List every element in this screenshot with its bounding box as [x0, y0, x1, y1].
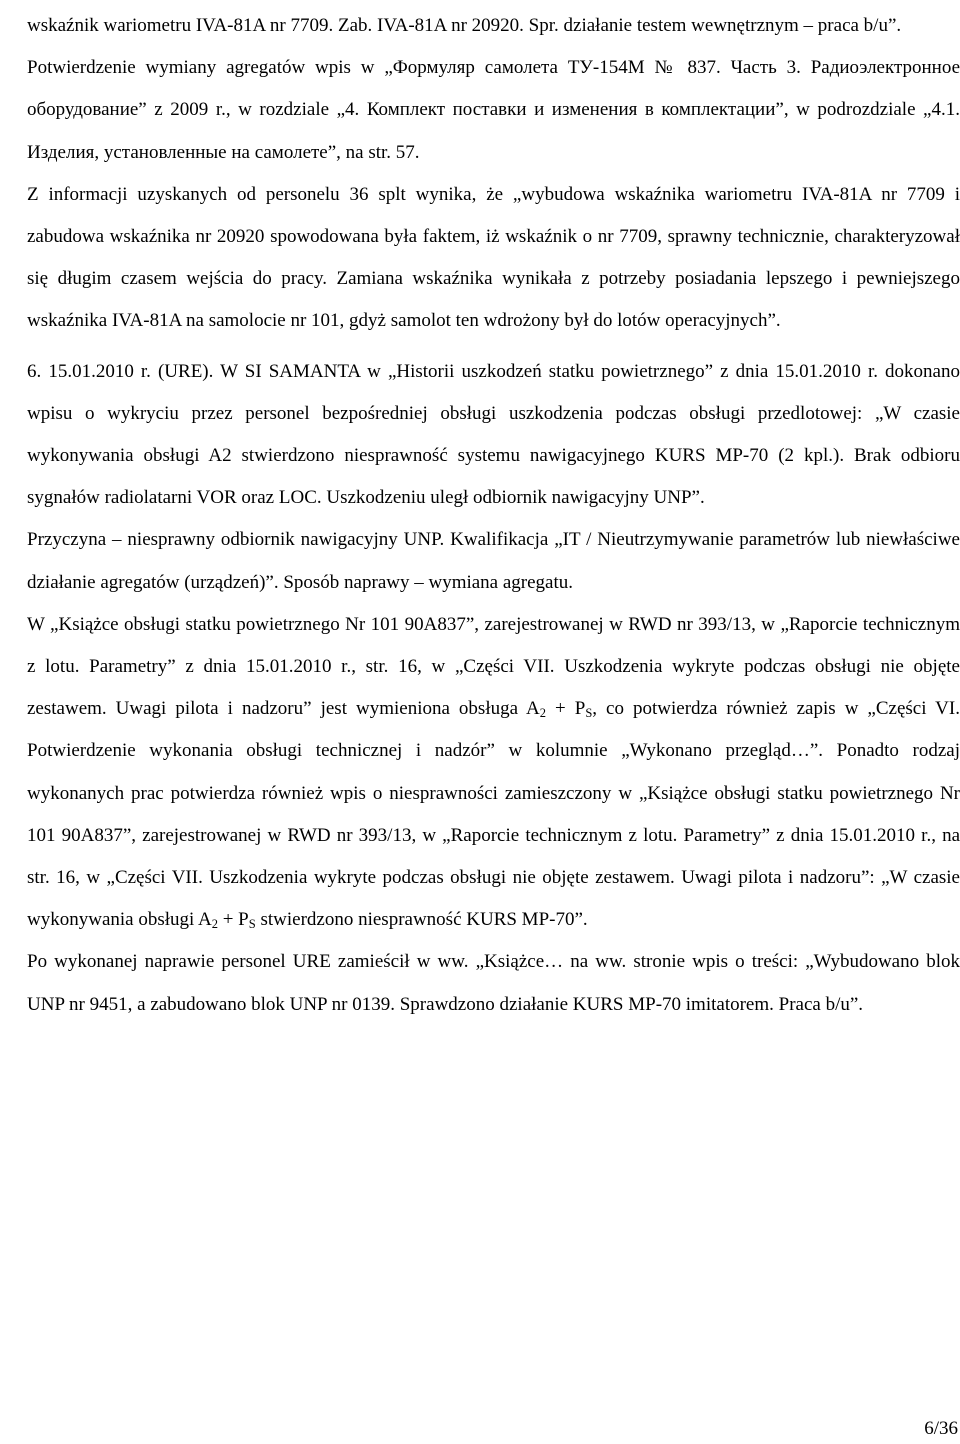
subscript-s: S [585, 706, 593, 721]
paragraph-indicator-installation: wskaźnik wariometru IVA-81A nr 7709. Zab. IVA-81A nr 20920. Spr. działanie testem wewnętrznym – praca b/u”. [27, 15, 902, 36]
paragraph-replacement-confirmation: Potwierdzenie wymiany agregatów wpis w „Формуляр самолета ТУ-154M № 837. Часть 3. Радиоэлектронное оборудование” z 2009 r., w rozdziale „4. Комплект поставки и изменения в комплектации”, w podrozdziale „4.1. Изделия, установленные на самолете”, na str. 57. [27, 57, 960, 163]
paragraph-personnel-information: Z informacji uzyskanych od personelu 36 splt wynika, że „wybudowa wskaźnika wariometru IVA-81A nr 7709 i zabudowa wskaźnika nr 20920 spowodowana była faktem, iż wskaźnik o nr 7709, sprawny technicznie, charakteryzował się długim czasem wejścia do pracy. Zamiana wskaźnika wynikała z potrzeby posiadania lepszego i pewniejszego wskaźnika IVA-81A na samolocie nr 101, gdyż samolot ten wdrożony był do lotów operacyjnych”. [27, 183, 960, 332]
document-body [27, 0, 960, 1026]
paragraph-item-6-damage-history: 6. 15.01.2010 r. (URE). W SI SAMANTA w „Historii uszkodzeń statku powietrznego” z dnia 15.01.2010 r. dokonano wpisu o wykryciu przez personel bezpośredniej obsługi uszkodzenia podczas obsługi przedlotowej: „W czasie wykonywania obsługi A2 stwierdzono niesprawność systemu nawigacyjnego KURS MP-70 (2 kpl.). Brak odbioru sygnałów radiolatarni VOR oraz LOC. Uszkodzeniu uległ odbiornik nawigacyjny UNP”. [27, 360, 960, 509]
subscript-s: S [248, 917, 256, 932]
page-number: 6/36 [924, 1418, 958, 1439]
subscript-2: 2 [211, 917, 218, 932]
paragraph-after-repair: Po wykonanej naprawie personel URE zamieścił w ww. „Książce… na ww. stronie wpis o treści: „Wybudowano blok UNP nr 9451, a zabudowano blok UNP nr 0139. Sprawdzono działanie KURS MP-70 imitatorem. Praca b/u”. [27, 951, 960, 1015]
paragraph-maintenance-book-part-e: stwierdzono niesprawność KURS MP-70”. [255, 909, 588, 931]
paragraph-maintenance-book-part-c: , co potwierdza również zapis w „Części VI. Potwierdzenie wykonania obsługi technicznej i nadzór” w kolumnie „Wykonano przegląd…”. Ponadto rodzaj wykonanych prac potwierdza również wpis o niesprawności zamieszczony w „Książce obsługi statku powietrznego Nr 101 90A837”, zarejestrowanej w RWD nr 393/13, w „Raporcie technicznym z lotu. Parametry” z dnia 15.01.2010 r., na str. 16, w „Części VII. Uszkodzenia wykryte podczas obsługi nie objęte zestawem. Uwagi pilota i nadzoru”: „W czasie wykonywania obsługi A [27, 698, 960, 931]
paragraph-maintenance-book [27, 604, 960, 942]
paragraph-cause-and-repair: Przyczyna – niesprawny odbiornik nawigacyjny UNP. Kwalifikacja „IT / Nieutrzymywanie parametrów lub niewłaściwe działanie agregatów (urządzeń)”. Sposób naprawy – wymiana agregatu. [27, 529, 960, 593]
document-page [27, 0, 960, 1444]
subscript-2: 2 [539, 706, 546, 721]
paragraph-maintenance-book-part-b: + P [545, 698, 586, 720]
paragraph-maintenance-book-part-d: + P [217, 909, 249, 931]
paragraph-maintenance-book-part-a: W „Książce obsługi statku powietrznego Nr 101 90A837”, zarejestrowanej w RWD nr 393/13, w „Raporcie technicznym z lotu. Parametry” z dnia 15.01.2010 r., str. 16, w „Części VII. Uszkodzenia wykryte podczas obsługi nie objęte zestawem. Uwagi pilota i nadzoru” jest wymieniona obsługa A [27, 613, 960, 720]
